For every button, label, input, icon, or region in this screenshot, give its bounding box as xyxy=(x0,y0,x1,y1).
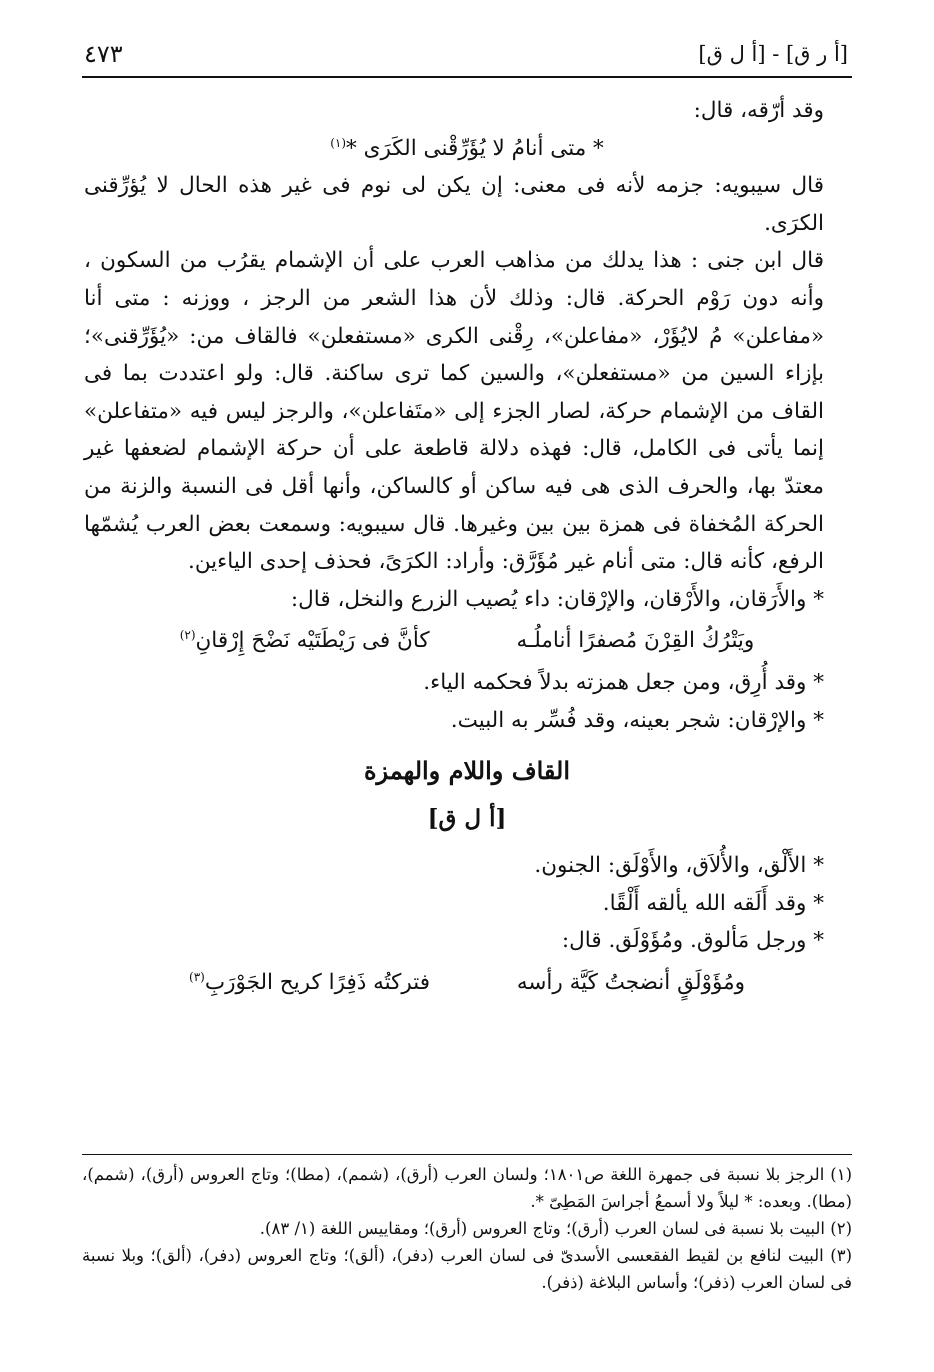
verse-hemistich-first: ويَتْرُكُ القِرْنَ مُصفرًا أناملُـه xyxy=(516,628,755,654)
paragraph: قال سيبويه: جزمه لأنه فى معنى: إن يكن لى نوم فى غير هذه الحال لا يُؤرِّقنى الكرَى. xyxy=(84,173,824,236)
main-text xyxy=(84,92,850,1005)
verse-text: كأنَّ فى رَيْطَتَيْه نَضْحَ إِرْقانِ xyxy=(195,628,430,654)
paragraph: * ورجل مَألوق. ومُؤَوْلَق. قال: xyxy=(561,928,824,954)
paragraph: قال ابن جنى : هذا يدلك من مذاهب العرب على أن الإشمام يقرُب من السكون ، وأنه دون رَوْم الحركة. قال: وذلك لأن هذا الشعر من الرجز ، ووزنه : متى أنا «مفاعلن» مُ لايُؤَرْ، «مفاعلن»، رِقْنى الكرى «مستفعلن» فالقاف من: «يُؤَرِّقنى»؛ بإزاء السين من «مستفعلن»، والسين كما ترى ساكنة. قال: ولو اعتددت بما فى القاف من الإشمام حركة، لصار الجزء إلى «متَفاعلن»، والرجز ليس فيه «متفاعلن» إنما يأتى فى الكامل، قال: فهذه دلالة قاطعة على أن حركة الإشمام لضعفها غير معتدّ بها، والحرف الذى هى فيه ساكن أو كالساكن، وأنها أقل فى النسبة والزنة من الحركة المُخفاة فى همزة بين بين وغيرها. قال سيبويه: وسمعت بعض العرب يُشمّها الرفع، كأنه قال: متى أنام غير مُؤَرَّق: وأراد: الكرَىً، فحذف إحدى الياءين. xyxy=(84,248,824,575)
footnote-ref: (١) xyxy=(330,135,347,150)
chapter-heading: القاف واللام والهمزة xyxy=(363,756,571,786)
running-header xyxy=(82,36,852,78)
verse-hemistich-second xyxy=(189,964,430,1002)
verse-hemistich-first: ومُؤَوْلَقٍ أنضجتُ كَيَّة رأسه xyxy=(516,969,745,995)
footnote-3: (٣) البيت لنافع بن لقيط الفقعسى الأسدىّ فى لسان العرب (دفر)، (ألق)؛ وتاج العروس (دفر)، (ألق)؛ وبلا نسبة فى لسان العرب (ذفر)؛ وأساس البلاغة (ذفر). xyxy=(82,1246,852,1292)
poetry-verse xyxy=(84,964,850,1002)
section-heading: [أ ل ق] xyxy=(427,805,507,833)
verse-line xyxy=(84,130,850,168)
poetry-verse xyxy=(84,622,850,660)
paragraph: * والأَرَقان، والأَرْقان، والإرْقان: داء يُصيب الزرع والنخل، قال: xyxy=(290,586,824,612)
paragraph: * والإرْقان: شجر بعينه، وقد فُسِّر به البيت. xyxy=(450,707,824,733)
verse-text: فتركتُه ذَفِرًا كريح الجَوْرَبِ xyxy=(204,969,431,995)
header-title: [أ ر ق] - [أ ل ق] xyxy=(698,42,848,66)
paragraph: * وقد أُرِق، ومن جعل همزته بدلاً فحكمه الياء. xyxy=(423,669,824,695)
verse-text: * متى أنامُ لا يُؤَرِّقْنى الكَرَى * xyxy=(346,135,604,161)
paragraph: * وقد أَلَقه الله يألقه أَلْقًا. xyxy=(602,890,824,916)
footnotes xyxy=(82,1154,852,1296)
verse-hemistich-second xyxy=(180,622,430,660)
paragraph: * الأَلْق، والأُلاَق، والأَوْلَق: الجنون. xyxy=(534,853,824,879)
page-number: ٤٧٣ xyxy=(84,40,123,68)
footnote-1: (١) الرجز بلا نسبة فى جمهرة اللغة ص١٨٠١؛ ولسان العرب (أرق)، (شمم)، (مطا)؛ وتاج العروس (أرق)، (شمم)، (مطا). وبعده: * ليلاً ولا أسمعُ أجراسَ المَطِىّ *. xyxy=(82,1165,852,1211)
footnote-2: (٢) البيت بلا نسبة فى لسان العرب (أرق)؛ وتاج العروس (أرق)؛ ومقاييس اللغة (١/ ٨٣). xyxy=(259,1219,852,1238)
footnote-ref: (٣) xyxy=(189,969,205,984)
paragraph: وقد أرّقه، قال: xyxy=(693,98,824,123)
footnote-ref: (٢) xyxy=(179,628,196,643)
